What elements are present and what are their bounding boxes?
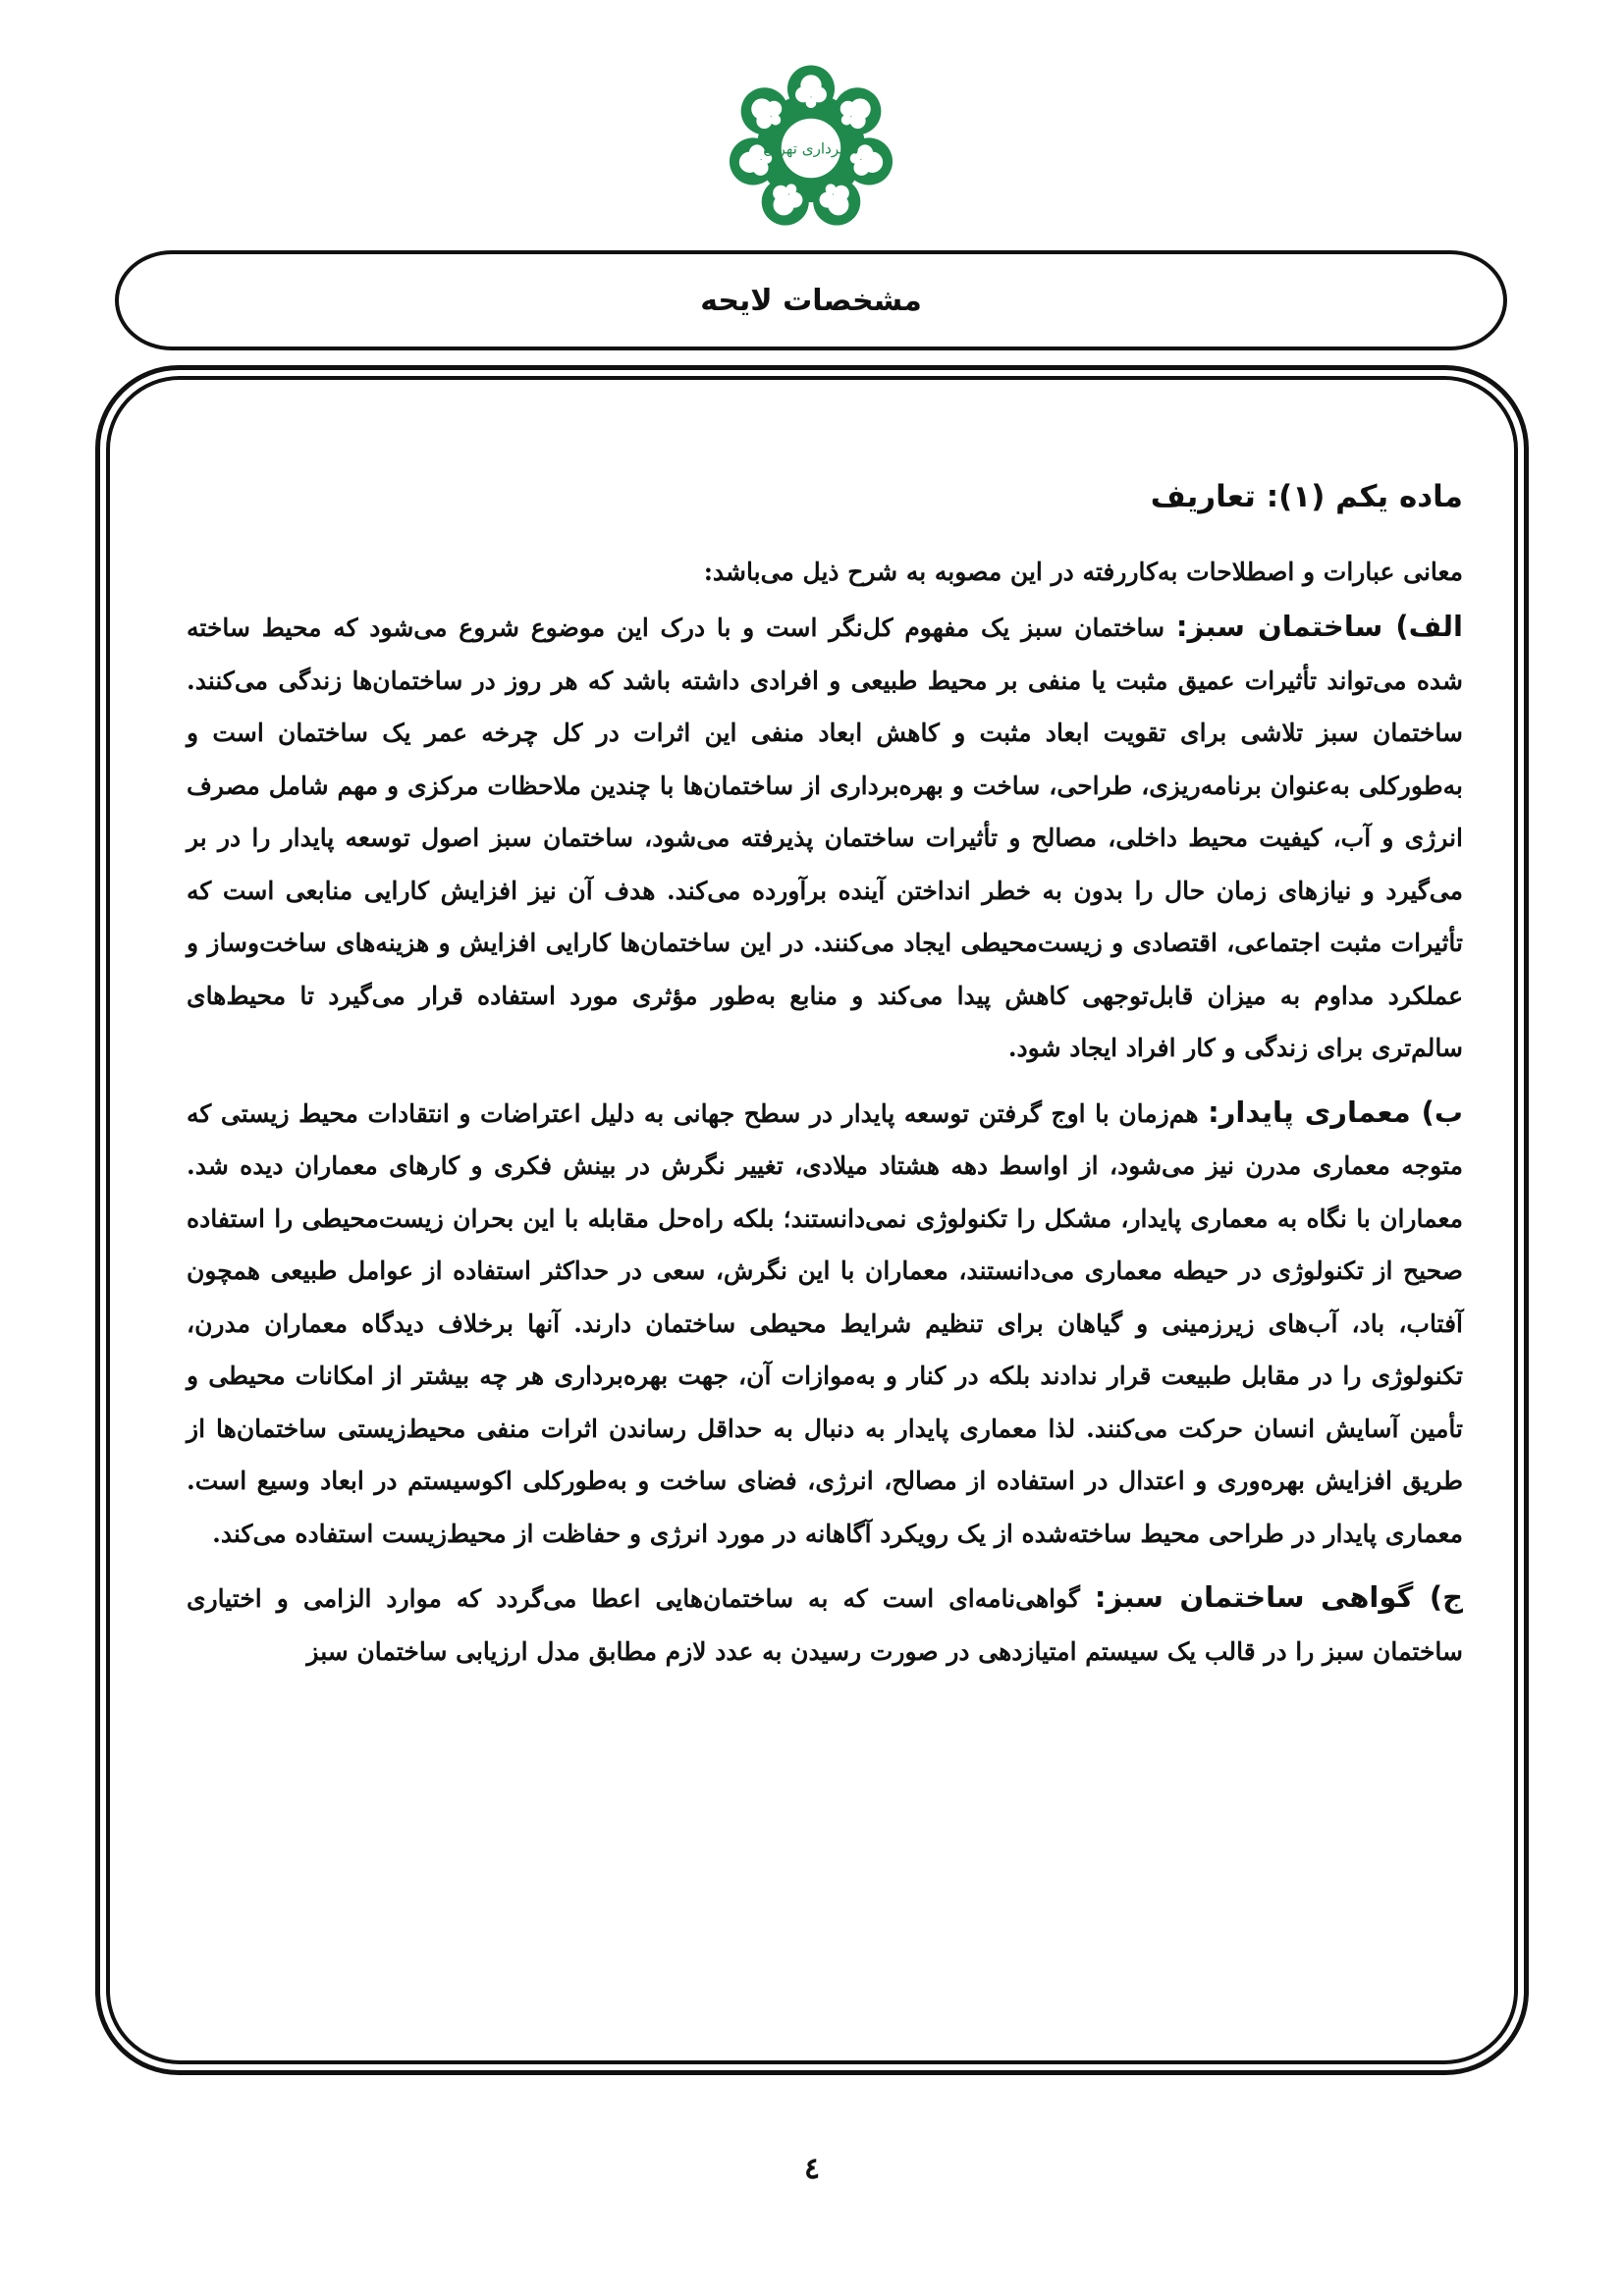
logo-petal-cutout (820, 192, 836, 208)
definition-paragraph (187, 1572, 1463, 1678)
logo-petal-cutout (770, 115, 781, 126)
logo-petal-cutout (773, 186, 788, 201)
definition-term: الف) ساختمان سبز: (1175, 610, 1463, 643)
definition-text: ساختمان سبز یک مفهوم کل‌نگر است و با درک این موضوع شروع می‌شود که محیط ساخته شده می‌تواند تأثیرات عمیق مثبت یا منفی بر محیط طبیعی و افرادی داشته باشد که هر روز در ساختمان‌ها زندگی می‌کنند. ساختمان سبز تلاشی برای تقویت ابعاد مثبت و کاهش ابعاد منفی این اثرات در کل چرخه عمر یک ساختمان است و به‌طورکلی به‌عنوان برنامه‌ریزی، طراحی، ساخت و بهره‌برداری از ساختمان‌ها با چندین ملاحظات مرکزی و مهم شامل مصرف انرژی و آب، کیفیت محیط داخلی، مصالح و تأثیرات ساختمان پذیرفته می‌شود، ساختمان سبز اصول توسعه پایدار را در بر می‌گیرد و نیازهای زمان حال را بدون به خطر انداختن آینده برآورده می‌کند. هدف آن نیز افزایش کارایی منابعی است که تأثیرات مثبت اجتماعی، اقتصادی و زیست‌محیطی ایجاد می‌کنند. در این ساختمان‌ها کارایی افزایش و هزینه‌های ساخت‌وساز و عملکرد مداوم به میزان قابل‌توجهی کاهش پیدا می‌کند و منابع به‌طور مؤثری مورد استفاده قرار می‌گیرد تا محیط‌های سالم‌تری برای زندگی و کار افراد ایجاد شود. (187, 614, 1463, 1062)
definition-text: هم‌زمان با اوج گرفتن توسعه پایدار در سطح جهانی به دلیل اعتراضات و انتقادات محیط زیستی که متوجه معماری مدرن نیز می‌شود، از اواسط دهه هشتاد میلادی، تغییر نگرش در بینش فکری و کارهای معماران دیده شد. معماران با نگاه به معماری پایدار، مشکل را تکنولوژی نمی‌دانستند؛ بلکه راه‌حل مقابله با این بحران زیست‌محیطی را استفاده صحیح از تکنولوژی در حیطه معماری می‌دانستند، معماران با این نگرش، سعی در حداکثر استفاده از عوامل طبیعی همچون آفتاب، باد، آب‌های زیرزمینی و گیاهان برای تنظیم شرایط محیطی ساختمان دارند. آنها برخلاف دیدگاه معماران مدرن، تکنولوژی را در مقابل طبیعت قرار ندادند بلکه در کنار و به‌موازات آن، جهت بهره‌برداری هر چه بیشتر از امکانات محیطی و تأمین آسایش انسان حرکت می‌کنند. لذا معماری پایدار به دنبال به حداقل رساندن اثرات منفی محیط‌زیستی ساختمان‌ها از طریق افزایش بهره‌وری و اعتدال در استفاده از مصالح، انرژی، فضای ساخت و به‌طورکلی اکوسیستم در ابعاد وسیع است. معماری پایدار در طراحی محیط ساخته‌شده از یک رویکرد آگاهانه در مورد انرژی و حفاظت از محیط‌زیست استفاده می‌کند. (187, 1098, 1463, 1548)
tehran-municipality-logo (724, 61, 898, 236)
logo-petal-cutout (841, 115, 852, 126)
definition-term: ب) معماری پایدار: (1208, 1095, 1463, 1129)
page-title: مشخصات لایحه (700, 283, 922, 318)
logo-petal-cutout (826, 184, 837, 194)
definition-term: ج) گواهی ساختمان سبز: (1094, 1580, 1463, 1614)
definition-paragraph (187, 1087, 1463, 1561)
logo-petal-cutout (766, 101, 782, 117)
article-intro: معانی عبارات و اصطلاحات به‌کاررفته در این مصوبه به شرح ذیل می‌باشد: (703, 558, 1463, 586)
article-heading: ماده یکم (۱): تعاریف (1150, 479, 1463, 514)
logo-petal-cutout (850, 113, 866, 129)
definition-paragraph (187, 601, 1463, 1075)
title-box (115, 250, 1507, 350)
logo-text: شهرداری تهران (763, 139, 859, 158)
definition-text: گواهی‌نامه‌ای است که به ساختمان‌هایی اعطا می‌گردد که موارد الزامی و اختیاری ساختمان سبز را در قالب یک سیستم امتیازدهی در صورت رسیدن به عدد لازم مطابق مدل ارزیابی ساختمان سبز (187, 1584, 1463, 1666)
logo-petal-cutout (786, 184, 797, 194)
logo-petal-cutout (806, 97, 817, 108)
article-content (187, 469, 1463, 1689)
page-number: ٤ (803, 2152, 821, 2186)
